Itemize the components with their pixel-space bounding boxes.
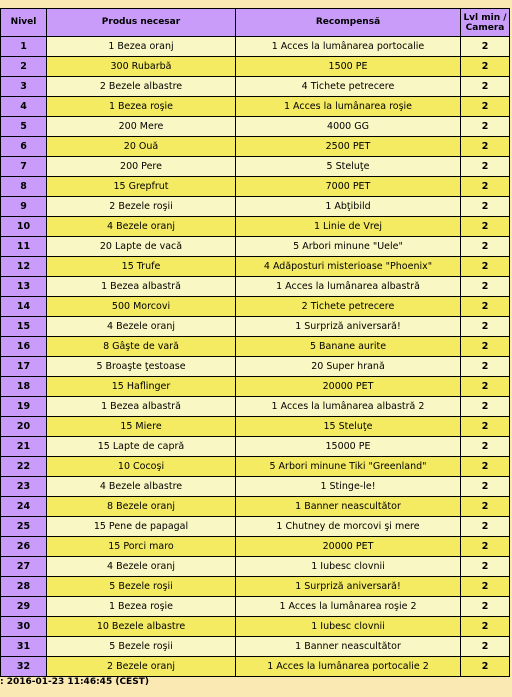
- cell-produs: 4 Bezele oranj: [47, 317, 236, 337]
- header-lvl-line2: Camera: [465, 22, 505, 33]
- cell-lvl: 2: [461, 597, 510, 617]
- cell-lvl: 2: [461, 177, 510, 197]
- table-row: [1, 357, 510, 377]
- cell-recompensa: 1 Acces la lumânarea albastră: [236, 277, 461, 297]
- cell-lvl: 2: [461, 397, 510, 417]
- cell-produs: 200 Pere: [47, 157, 236, 177]
- header-lvl-line1: Lvl min /: [463, 12, 507, 23]
- cell-produs: 15 Porci maro: [47, 537, 236, 557]
- cell-recompensa: 20000 PET: [236, 537, 461, 557]
- cell-nivel: 21: [1, 437, 47, 457]
- table-row: [1, 277, 510, 297]
- cell-lvl: 2: [461, 217, 510, 237]
- cell-produs: 8 Bezele oranj: [47, 497, 236, 517]
- cell-recompensa: 1 Abţibild: [236, 197, 461, 217]
- cell-produs: 15 Trufe: [47, 257, 236, 277]
- cell-produs: 8 Gâşte de vară: [47, 337, 236, 357]
- cell-nivel: 14: [1, 297, 47, 317]
- cell-recompensa: 20000 PET: [236, 377, 461, 397]
- table-row: [1, 417, 510, 437]
- cell-recompensa: 5 Steluţe: [236, 157, 461, 177]
- cell-produs: 4 Bezele albastre: [47, 477, 236, 497]
- table-row: [1, 397, 510, 417]
- table-row: [1, 617, 510, 637]
- cell-recompensa: 20 Super hrană: [236, 357, 461, 377]
- cell-recompensa: 7000 PET: [236, 177, 461, 197]
- cell-lvl: 2: [461, 37, 510, 57]
- cell-nivel: 3: [1, 77, 47, 97]
- table-row: [1, 657, 510, 677]
- cell-lvl: 2: [461, 257, 510, 277]
- cell-lvl: 2: [461, 537, 510, 557]
- cell-nivel: 31: [1, 637, 47, 657]
- footer-timestamp: : 2016-01-23 11:46:45 (CEST): [0, 677, 149, 687]
- cell-nivel: 24: [1, 497, 47, 517]
- cell-lvl: 2: [461, 317, 510, 337]
- rewards-table: [0, 8, 510, 677]
- table-row: [1, 597, 510, 617]
- cell-lvl: 2: [461, 77, 510, 97]
- cell-produs: 20 Ouă: [47, 137, 236, 157]
- cell-recompensa: 4 Tichete petrecere: [236, 77, 461, 97]
- table-row: [1, 317, 510, 337]
- table-row: [1, 197, 510, 217]
- cell-produs: 500 Morcovi: [47, 297, 236, 317]
- cell-produs: 10 Bezele albastre: [47, 617, 236, 637]
- cell-recompensa: 1 Stinge-le!: [236, 477, 461, 497]
- cell-recompensa: 4000 GG: [236, 117, 461, 137]
- cell-produs: 1 Bezea oranj: [47, 37, 236, 57]
- cell-nivel: 8: [1, 177, 47, 197]
- cell-lvl: 2: [461, 437, 510, 457]
- cell-produs: 15 Pene de papagal: [47, 517, 236, 537]
- cell-nivel: 10: [1, 217, 47, 237]
- cell-nivel: 30: [1, 617, 47, 637]
- cell-recompensa: 4 Adăposturi misterioase "Phoenix": [236, 257, 461, 277]
- table-header-row: [1, 9, 510, 37]
- table-row: [1, 337, 510, 357]
- cell-produs: 5 Bezele roşii: [47, 637, 236, 657]
- cell-lvl: 2: [461, 657, 510, 677]
- table-row: [1, 57, 510, 77]
- cell-recompensa: 2500 PET: [236, 137, 461, 157]
- table-row: [1, 177, 510, 197]
- cell-lvl: 2: [461, 157, 510, 177]
- cell-nivel: 18: [1, 377, 47, 397]
- header-lvl-camera: [461, 9, 510, 37]
- table-row: [1, 517, 510, 537]
- cell-produs: 1 Bezea albastră: [47, 397, 236, 417]
- header-nivel: Nivel: [1, 9, 47, 37]
- cell-produs: 5 Broaşte ţestoase: [47, 357, 236, 377]
- table-row: [1, 557, 510, 577]
- cell-lvl: 2: [461, 197, 510, 217]
- cell-nivel: 12: [1, 257, 47, 277]
- cell-recompensa: 5 Banane aurite: [236, 337, 461, 357]
- cell-produs: 4 Bezele oranj: [47, 557, 236, 577]
- cell-nivel: 6: [1, 137, 47, 157]
- cell-nivel: 27: [1, 557, 47, 577]
- cell-nivel: 1: [1, 37, 47, 57]
- cell-nivel: 11: [1, 237, 47, 257]
- cell-lvl: 2: [461, 117, 510, 137]
- cell-produs: 20 Lapte de vacă: [47, 237, 236, 257]
- cell-nivel: 4: [1, 97, 47, 117]
- cell-nivel: 17: [1, 357, 47, 377]
- cell-produs: 15 Grepfrut: [47, 177, 236, 197]
- cell-nivel: 29: [1, 597, 47, 617]
- cell-produs: 15 Lapte de capră: [47, 437, 236, 457]
- table-row: [1, 97, 510, 117]
- cell-produs: 1 Bezea roşie: [47, 597, 236, 617]
- table-row: [1, 477, 510, 497]
- cell-nivel: 25: [1, 517, 47, 537]
- table-row: [1, 497, 510, 517]
- table-row: [1, 117, 510, 137]
- cell-nivel: 26: [1, 537, 47, 557]
- cell-lvl: 2: [461, 237, 510, 257]
- table-row: [1, 137, 510, 157]
- cell-lvl: 2: [461, 417, 510, 437]
- table-row: [1, 297, 510, 317]
- cell-lvl: 2: [461, 497, 510, 517]
- cell-recompensa: 1 Linie de Vrej: [236, 217, 461, 237]
- cell-recompensa: 15 Steluţe: [236, 417, 461, 437]
- cell-recompensa: 5 Arbori minune "Uele": [236, 237, 461, 257]
- table-row: [1, 537, 510, 557]
- table-body: [1, 37, 510, 677]
- cell-nivel: 7: [1, 157, 47, 177]
- table-row: [1, 377, 510, 397]
- cell-lvl: 2: [461, 457, 510, 477]
- cell-recompensa: 1 Acces la lumânarea roşie: [236, 97, 461, 117]
- cell-produs: 200 Mere: [47, 117, 236, 137]
- cell-lvl: 2: [461, 357, 510, 377]
- cell-recompensa: 1 Surpriză aniversară!: [236, 577, 461, 597]
- cell-lvl: 2: [461, 277, 510, 297]
- cell-lvl: 2: [461, 577, 510, 597]
- cell-lvl: 2: [461, 377, 510, 397]
- cell-recompensa: 1 Iubesc clovnii: [236, 557, 461, 577]
- cell-produs: 4 Bezele oranj: [47, 217, 236, 237]
- cell-lvl: 2: [461, 337, 510, 357]
- cell-nivel: 20: [1, 417, 47, 437]
- cell-recompensa: 1 Acces la lumânarea roşie 2: [236, 597, 461, 617]
- table-row: [1, 157, 510, 177]
- cell-produs: 15 Miere: [47, 417, 236, 437]
- cell-produs: 2 Bezele albastre: [47, 77, 236, 97]
- cell-nivel: 9: [1, 197, 47, 217]
- cell-nivel: 32: [1, 657, 47, 677]
- cell-nivel: 5: [1, 117, 47, 137]
- cell-lvl: 2: [461, 97, 510, 117]
- cell-produs: 1 Bezea roşie: [47, 97, 236, 117]
- cell-recompensa: 5 Arbori minune Tiki "Greenland": [236, 457, 461, 477]
- cell-recompensa: 1 Banner neascultător: [236, 497, 461, 517]
- cell-nivel: 23: [1, 477, 47, 497]
- cell-produs: 15 Haflinger: [47, 377, 236, 397]
- header-produs: Produs necesar: [47, 9, 236, 37]
- table-row: [1, 217, 510, 237]
- cell-recompensa: 1 Banner neascultător: [236, 637, 461, 657]
- cell-lvl: 2: [461, 617, 510, 637]
- cell-nivel: 19: [1, 397, 47, 417]
- cell-produs: 2 Bezele oranj: [47, 657, 236, 677]
- cell-recompensa: 1 Chutney de morcovi şi mere: [236, 517, 461, 537]
- cell-nivel: 2: [1, 57, 47, 77]
- cell-lvl: 2: [461, 517, 510, 537]
- cell-lvl: 2: [461, 137, 510, 157]
- cell-recompensa: 1 Acces la lumânarea portocalie 2: [236, 657, 461, 677]
- table-row: [1, 237, 510, 257]
- cell-produs: 10 Cocoşi: [47, 457, 236, 477]
- cell-nivel: 28: [1, 577, 47, 597]
- cell-recompensa: 1 Iubesc clovnii: [236, 617, 461, 637]
- cell-recompensa: 1 Surpriză aniversară!: [236, 317, 461, 337]
- cell-lvl: 2: [461, 57, 510, 77]
- cell-produs: 300 Rubarbă: [47, 57, 236, 77]
- cell-recompensa: 15000 PE: [236, 437, 461, 457]
- cell-recompensa: 1500 PE: [236, 57, 461, 77]
- cell-lvl: 2: [461, 637, 510, 657]
- table-row: [1, 437, 510, 457]
- table-row: [1, 637, 510, 657]
- cell-recompensa: 1 Acces la lumânarea portocalie: [236, 37, 461, 57]
- table-row: [1, 77, 510, 97]
- cell-produs: 2 Bezele roşii: [47, 197, 236, 217]
- header-recompensa: Recompensă: [236, 9, 461, 37]
- cell-produs: 5 Bezele roşii: [47, 577, 236, 597]
- cell-lvl: 2: [461, 477, 510, 497]
- cell-nivel: 13: [1, 277, 47, 297]
- cell-recompensa: 1 Acces la lumânarea albastră 2: [236, 397, 461, 417]
- cell-nivel: 22: [1, 457, 47, 477]
- cell-nivel: 16: [1, 337, 47, 357]
- cell-produs: 1 Bezea albastră: [47, 277, 236, 297]
- cell-lvl: 2: [461, 297, 510, 317]
- cell-recompensa: 2 Tichete petrecere: [236, 297, 461, 317]
- cell-nivel: 15: [1, 317, 47, 337]
- cell-lvl: 2: [461, 557, 510, 577]
- table-row: [1, 457, 510, 477]
- table-row: [1, 257, 510, 277]
- table-row: [1, 37, 510, 57]
- table-row: [1, 577, 510, 597]
